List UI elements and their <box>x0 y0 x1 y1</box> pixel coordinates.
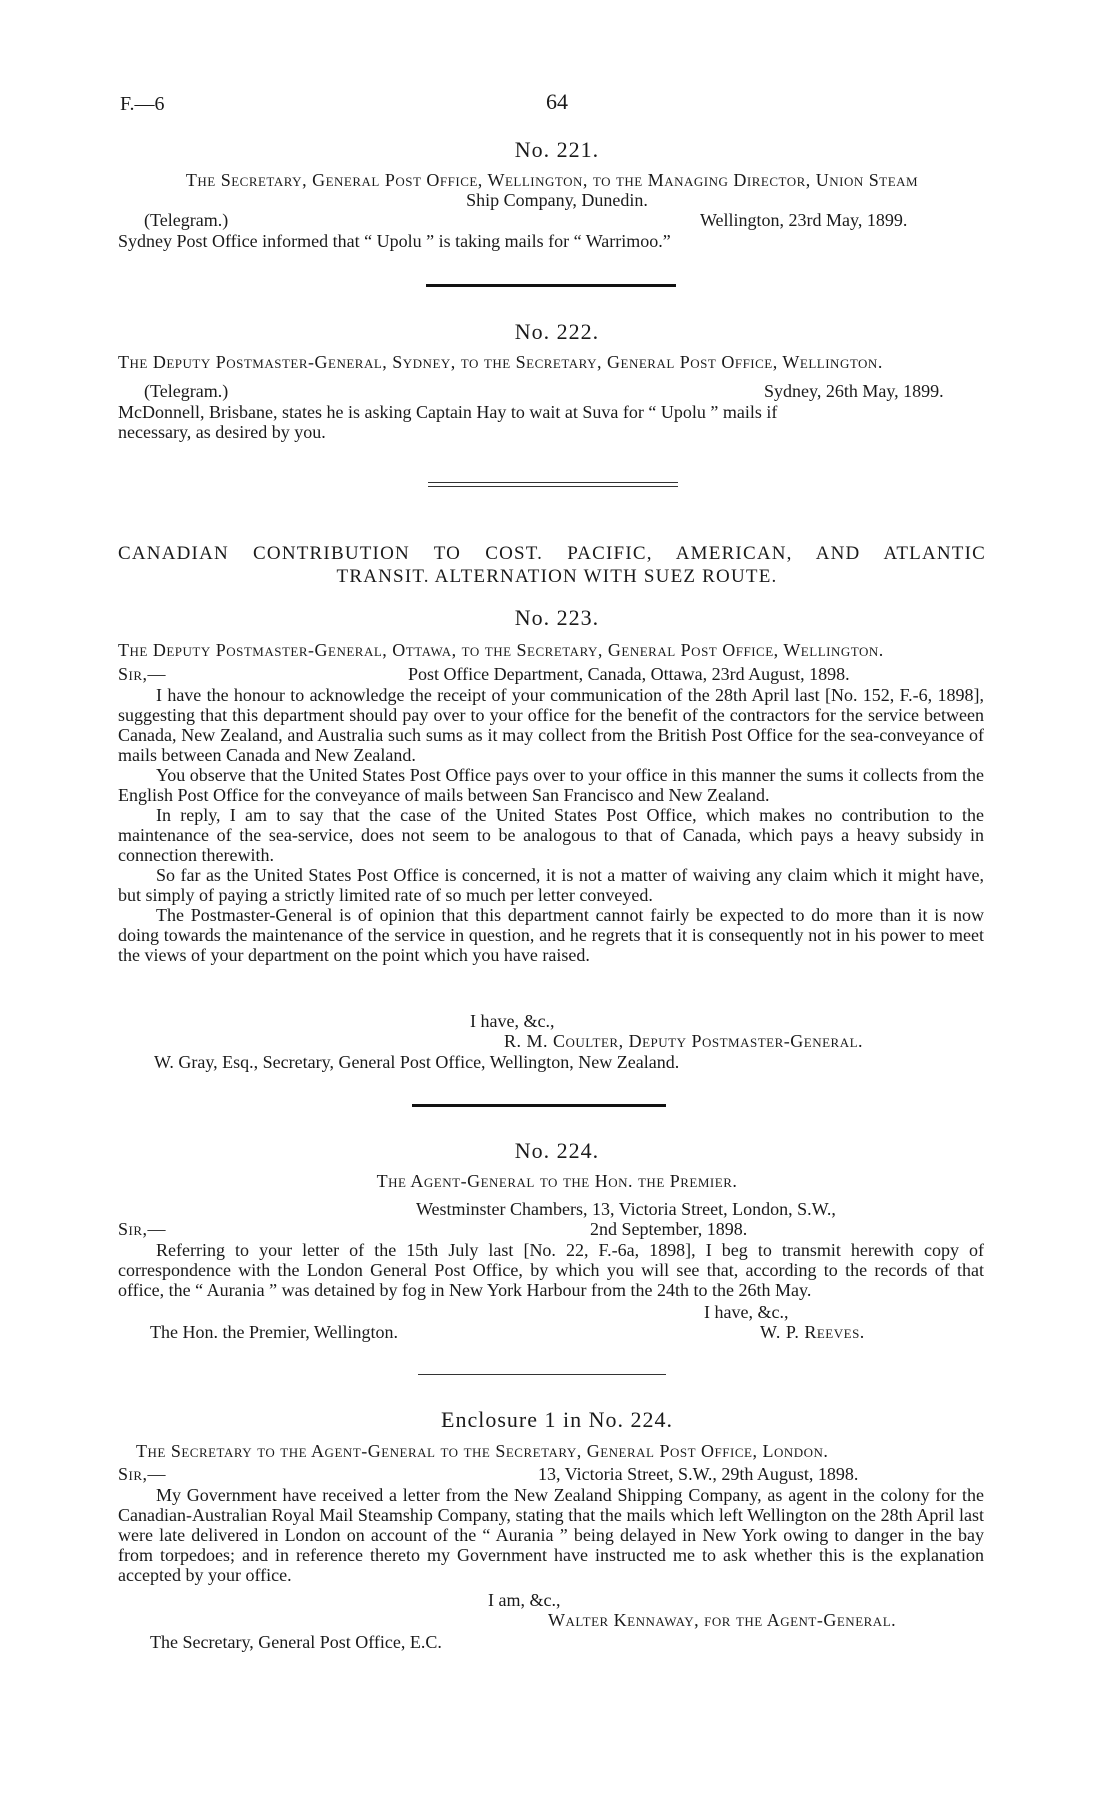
separator-rule <box>418 1374 666 1375</box>
letter-number-224: No. 224. <box>514 1138 600 1163</box>
letter-number-222: No. 222. <box>514 319 600 344</box>
enclosure-body <box>118 1485 984 1585</box>
letter-222-type: (Telegram.) <box>144 381 229 401</box>
enclosure-signature: Walter Kennaway, for the Agent-General. <box>548 1610 897 1630</box>
letter-224-addressee: The Hon. the Premier, Wellington. <box>150 1322 398 1342</box>
letter-223-place-date: Post Office Department, Canada, Ottawa, 23rd August, 1898. <box>408 664 850 684</box>
letter-223-salutation: Sir,— <box>118 664 167 684</box>
separator-rule <box>412 1104 666 1107</box>
separator-rule <box>426 284 676 287</box>
letter-number-223: No. 223. <box>514 605 600 630</box>
letter-223-paragraph: You observe that the United States Post Office pays over to your office in this manner the sums it collects from the English Post Office for the conveyance of mails between San Francisco and New Zealand. <box>118 765 984 805</box>
letter-223-paragraph: I have the honour to acknowledge the receipt of your communication of the 28th April last [No. 152, F.-6, 1898], suggesting that this department should pay over to your office for the benefit of the contractors for the service between Canada, New Zealand, and Australia such sums as it may collect from the British Post Office for the sea-conveyance of mails between Canada and New Zealand. <box>118 685 984 765</box>
letter-224-salutation: Sir,— <box>118 1219 167 1239</box>
letter-223-body <box>118 685 984 965</box>
page-number: 64 <box>546 89 568 114</box>
letter-224-date: 2nd September, 1898. <box>590 1219 748 1239</box>
enclosure-paragraph: My Government have received a letter from the New Zealand Shipping Company, as agent in the colony for the Canadian-Australian Royal Mail Steamship Company, stating that the mails which left Wellington on the 28th April last were late delivered in London on account of the “ Aurania ” being delayed in New York owing to danger in the bay from torpedoes; and in reference thereto my Government have instructed me to ask whether this is the explanation accepted by your office. <box>118 1485 984 1585</box>
letter-223-address: The Deputy Postmaster-General, Ottawa, to the Secretary, General Post Office, Wellington. <box>118 640 884 660</box>
letter-222-place-date: Sydney, 26th May, 1899. <box>764 381 944 401</box>
letter-224-body <box>118 1240 984 1300</box>
letter-223-closing: I have, &c., <box>470 1011 555 1031</box>
letter-222-body-line2: necessary, as desired by you. <box>118 422 326 442</box>
enclosure-title: Enclosure 1 in No. 224. <box>441 1407 673 1432</box>
enclosure-salutation: Sir,— <box>118 1464 167 1484</box>
letter-221-address: The Secretary, General Post Office, Wellington, to the Managing Director, Union Steam <box>185 170 919 190</box>
letter-224-place: Westminster Chambers, 13, Victoria Street, London, S.W., <box>416 1199 836 1219</box>
letter-223-paragraph: In reply, I am to say that the case of the United States Post Office, which makes no contribution to the maintenance of the sea-service, does not seem to be analogous to that of Canada, which pays a heavy subsidy in connection therewith. <box>118 805 984 865</box>
enclosure-address: The Secretary to the Agent-General to the Secretary, General Post Office, London. <box>136 1441 829 1461</box>
separator-rule-double-top <box>428 482 678 483</box>
letter-224-address: The Agent-General to the Hon. the Premier. <box>376 1171 738 1191</box>
letter-224-paragraph: Referring to your letter of the 15th July last [No. 22, F.-6a, 1898], I beg to transmit herewith copy of correspondence with the London General Post Office, by which you will see that, according to the records of that office, the “ Aurania ” was detained by fog in New York Harbour from the 24th to the 26th May. <box>118 1240 984 1300</box>
enclosure-place-date: 13, Victoria Street, S.W., 29th August, 1898. <box>538 1464 859 1484</box>
letter-222-body-line1: McDonnell, Brisbane, states he is asking Captain Hay to wait at Suva for “ Upolu ” mails if <box>118 402 778 422</box>
letter-223-paragraph: The Postmaster-General is of opinion that this department cannot fairly be expected to do more than it is now doing towards the maintenance of the service in question, and he regrets that it is consequently not in his power to meet the views of your department on the point which you have raised. <box>118 905 984 965</box>
letter-221-body: Sydney Post Office informed that “ Upolu ” is taking mails for “ Warrimoo.” <box>118 231 671 251</box>
section-heading-line1: CANADIAN CONTRIBUTION TO COST. PACIFIC, AMERICAN, AND ATLANTIC <box>118 543 986 564</box>
section-heading-line2: TRANSIT. ALTERNATION WITH SUEZ ROUTE. <box>336 566 778 587</box>
letter-224-signature: W. P. Reeves. <box>760 1322 865 1342</box>
letter-223-addressee: W. Gray, Esq., Secretary, General Post Office, Wellington, New Zealand. <box>154 1052 680 1072</box>
separator-rule-double-bottom <box>428 486 678 487</box>
enclosure-addressee: The Secretary, General Post Office, E.C. <box>150 1632 442 1652</box>
letter-221-type: (Telegram.) <box>144 210 229 230</box>
letter-223-paragraph: So far as the United States Post Office is concerned, it is not a matter of waiving any claim which it might have, but simply of paying a strictly limited rate of so much per letter conveyed. <box>118 865 984 905</box>
letter-221-place-date: Wellington, 23rd May, 1899. <box>700 210 908 230</box>
document-code: F.—6 <box>120 93 165 115</box>
letter-number-221: No. 221. <box>514 137 600 162</box>
letter-224-closing: I have, &c., <box>704 1302 789 1322</box>
letter-223-signature: R. M. Coulter, Deputy Postmaster-General. <box>504 1031 864 1051</box>
letter-221-address-cont: Ship Company, Dunedin. <box>466 190 648 210</box>
enclosure-closing: I am, &c., <box>488 1590 561 1610</box>
letter-222-address: The Deputy Postmaster-General, Sydney, to the Secretary, General Post Office, Wellington. <box>118 352 883 372</box>
